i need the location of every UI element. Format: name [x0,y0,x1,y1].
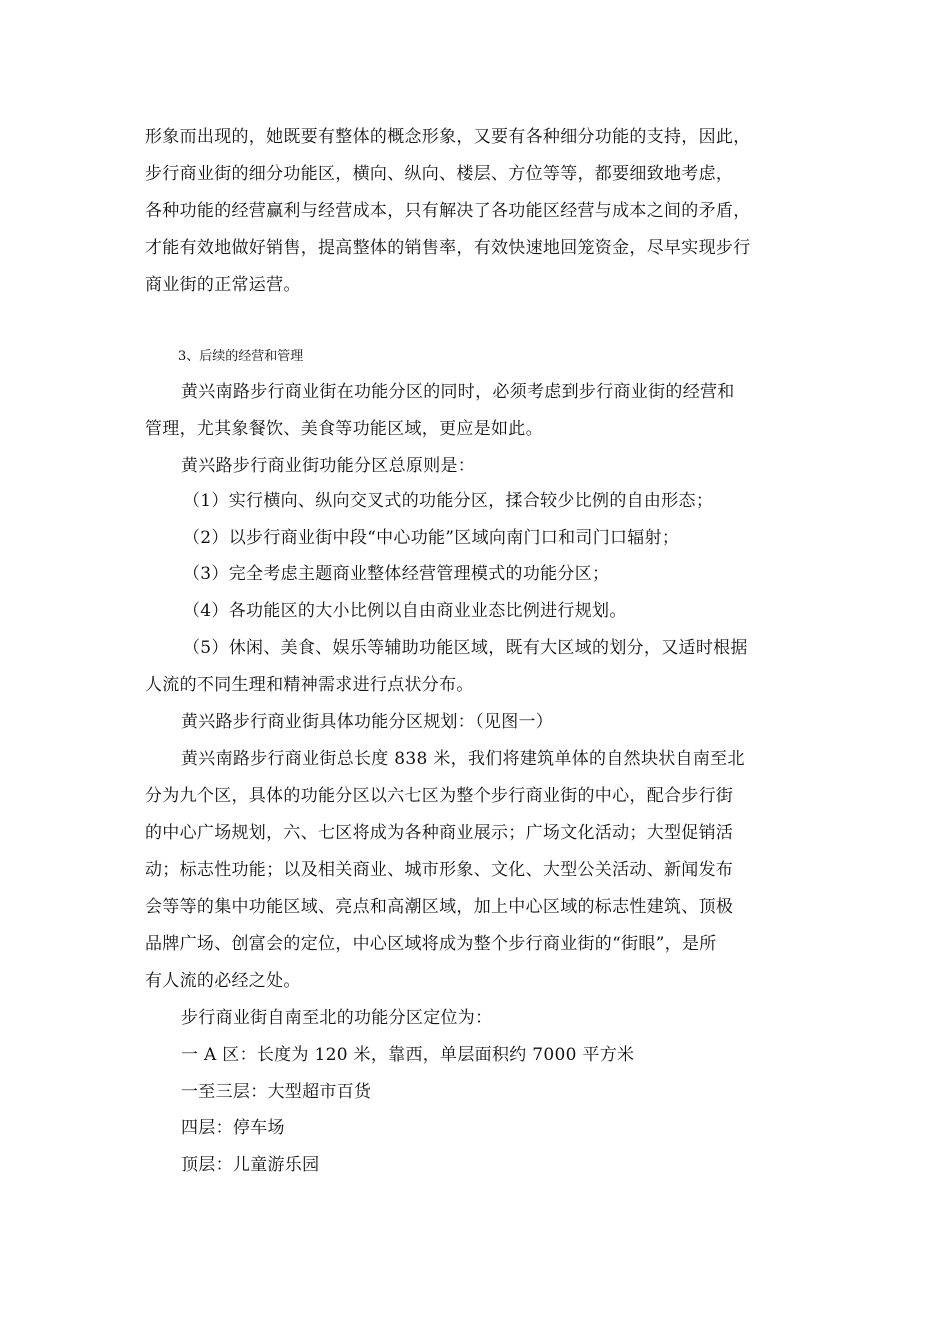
principle-item: （5）休闲、美食、娱乐等辅助功能区域，既有大区域的划分，又适时根据 [183,638,748,658]
zone-a-line: 四层：停车场 [181,1118,285,1138]
principle-item: （1）实行横向、纵向交叉式的功能分区，揉合较少比例的自由形态； [183,491,714,511]
principle-item: （4）各功能区的大小比例以自由商业业态比例进行规划。 [183,601,627,621]
zone-a-line: 一至三层：大型超市百货 [181,1082,372,1102]
plan-line: 黄兴南路步行商业街总长度 838 米，我们将建筑单体的自然块状自南至北 [181,749,745,769]
intro-line: 才能有效地做好销售，提高整体的销售率，有效快速地回笼资金，尽早实现步行 [145,238,751,258]
management-line: 黄兴南路步行商业街在功能分区的同时，必须考虑到步行商业街的经营和 [181,382,735,402]
zoning-title: 步行商业街自南至北的功能分区定位为： [181,1008,493,1028]
management-line: 管理，尤其象餐饮、美食等功能区域，更应是如此。 [145,419,543,439]
principle-item: （3）完全考虑主题商业整体经营管理模式的功能分区； [183,564,610,584]
intro-line: 步行商业街的细分功能区，横向、纵向、楼层、方位等等，都要细致地考虑， [145,164,734,184]
zone-a-line: 顶层：儿童游乐园 [181,1155,320,1175]
principle-item-continuation: 人流的不同生理和精神需求进行点状分布。 [145,675,474,695]
plan-line: 的中心广场规划，六、七区将成为各种商业展示；广场文化活动；大型促销活 [145,823,734,843]
intro-line: 各种功能的经营赢利与经营成本，只有解决了各功能区经营与成本之间的矛盾， [145,201,751,221]
zone-a-line: 一 A 区：长度为 120 米，靠西，单层面积约 7000 平方米 [181,1045,635,1065]
plan-line: 分为九个区，具体的功能分区以六七区为整个步行商业街的中心，配合步行街 [145,786,734,806]
plan-line: 品牌广场、创富会的定位，中心区域将成为整个步行商业街的“街眼”，是所 [145,934,717,954]
principle-item: （2）以步行商业街中段“中心功能”区域向南门口和司门口辐射； [183,528,680,548]
plan-title: 黄兴路步行商业街具体功能分区规划：（见图一） [181,712,554,732]
principles-title: 黄兴路步行商业街功能分区总原则是： [181,456,476,476]
intro-line: 形象而出现的，她既要有整体的概念形象，又要有各种细分功能的支持，因此， [145,127,751,147]
plan-line: 动；标志性功能；以及相关商业、城市形象、文化、大型公关活动、新闻发布 [145,860,734,880]
plan-line: 会等等的集中功能区域、亮点和高潮区域，加上中心区域的标志性建筑、顶极 [145,897,734,917]
section-heading: 3、后续的经营和管理 [178,349,304,364]
intro-line: 商业街的正常运营。 [145,275,301,295]
plan-line: 有人流的必经之处。 [145,971,301,991]
